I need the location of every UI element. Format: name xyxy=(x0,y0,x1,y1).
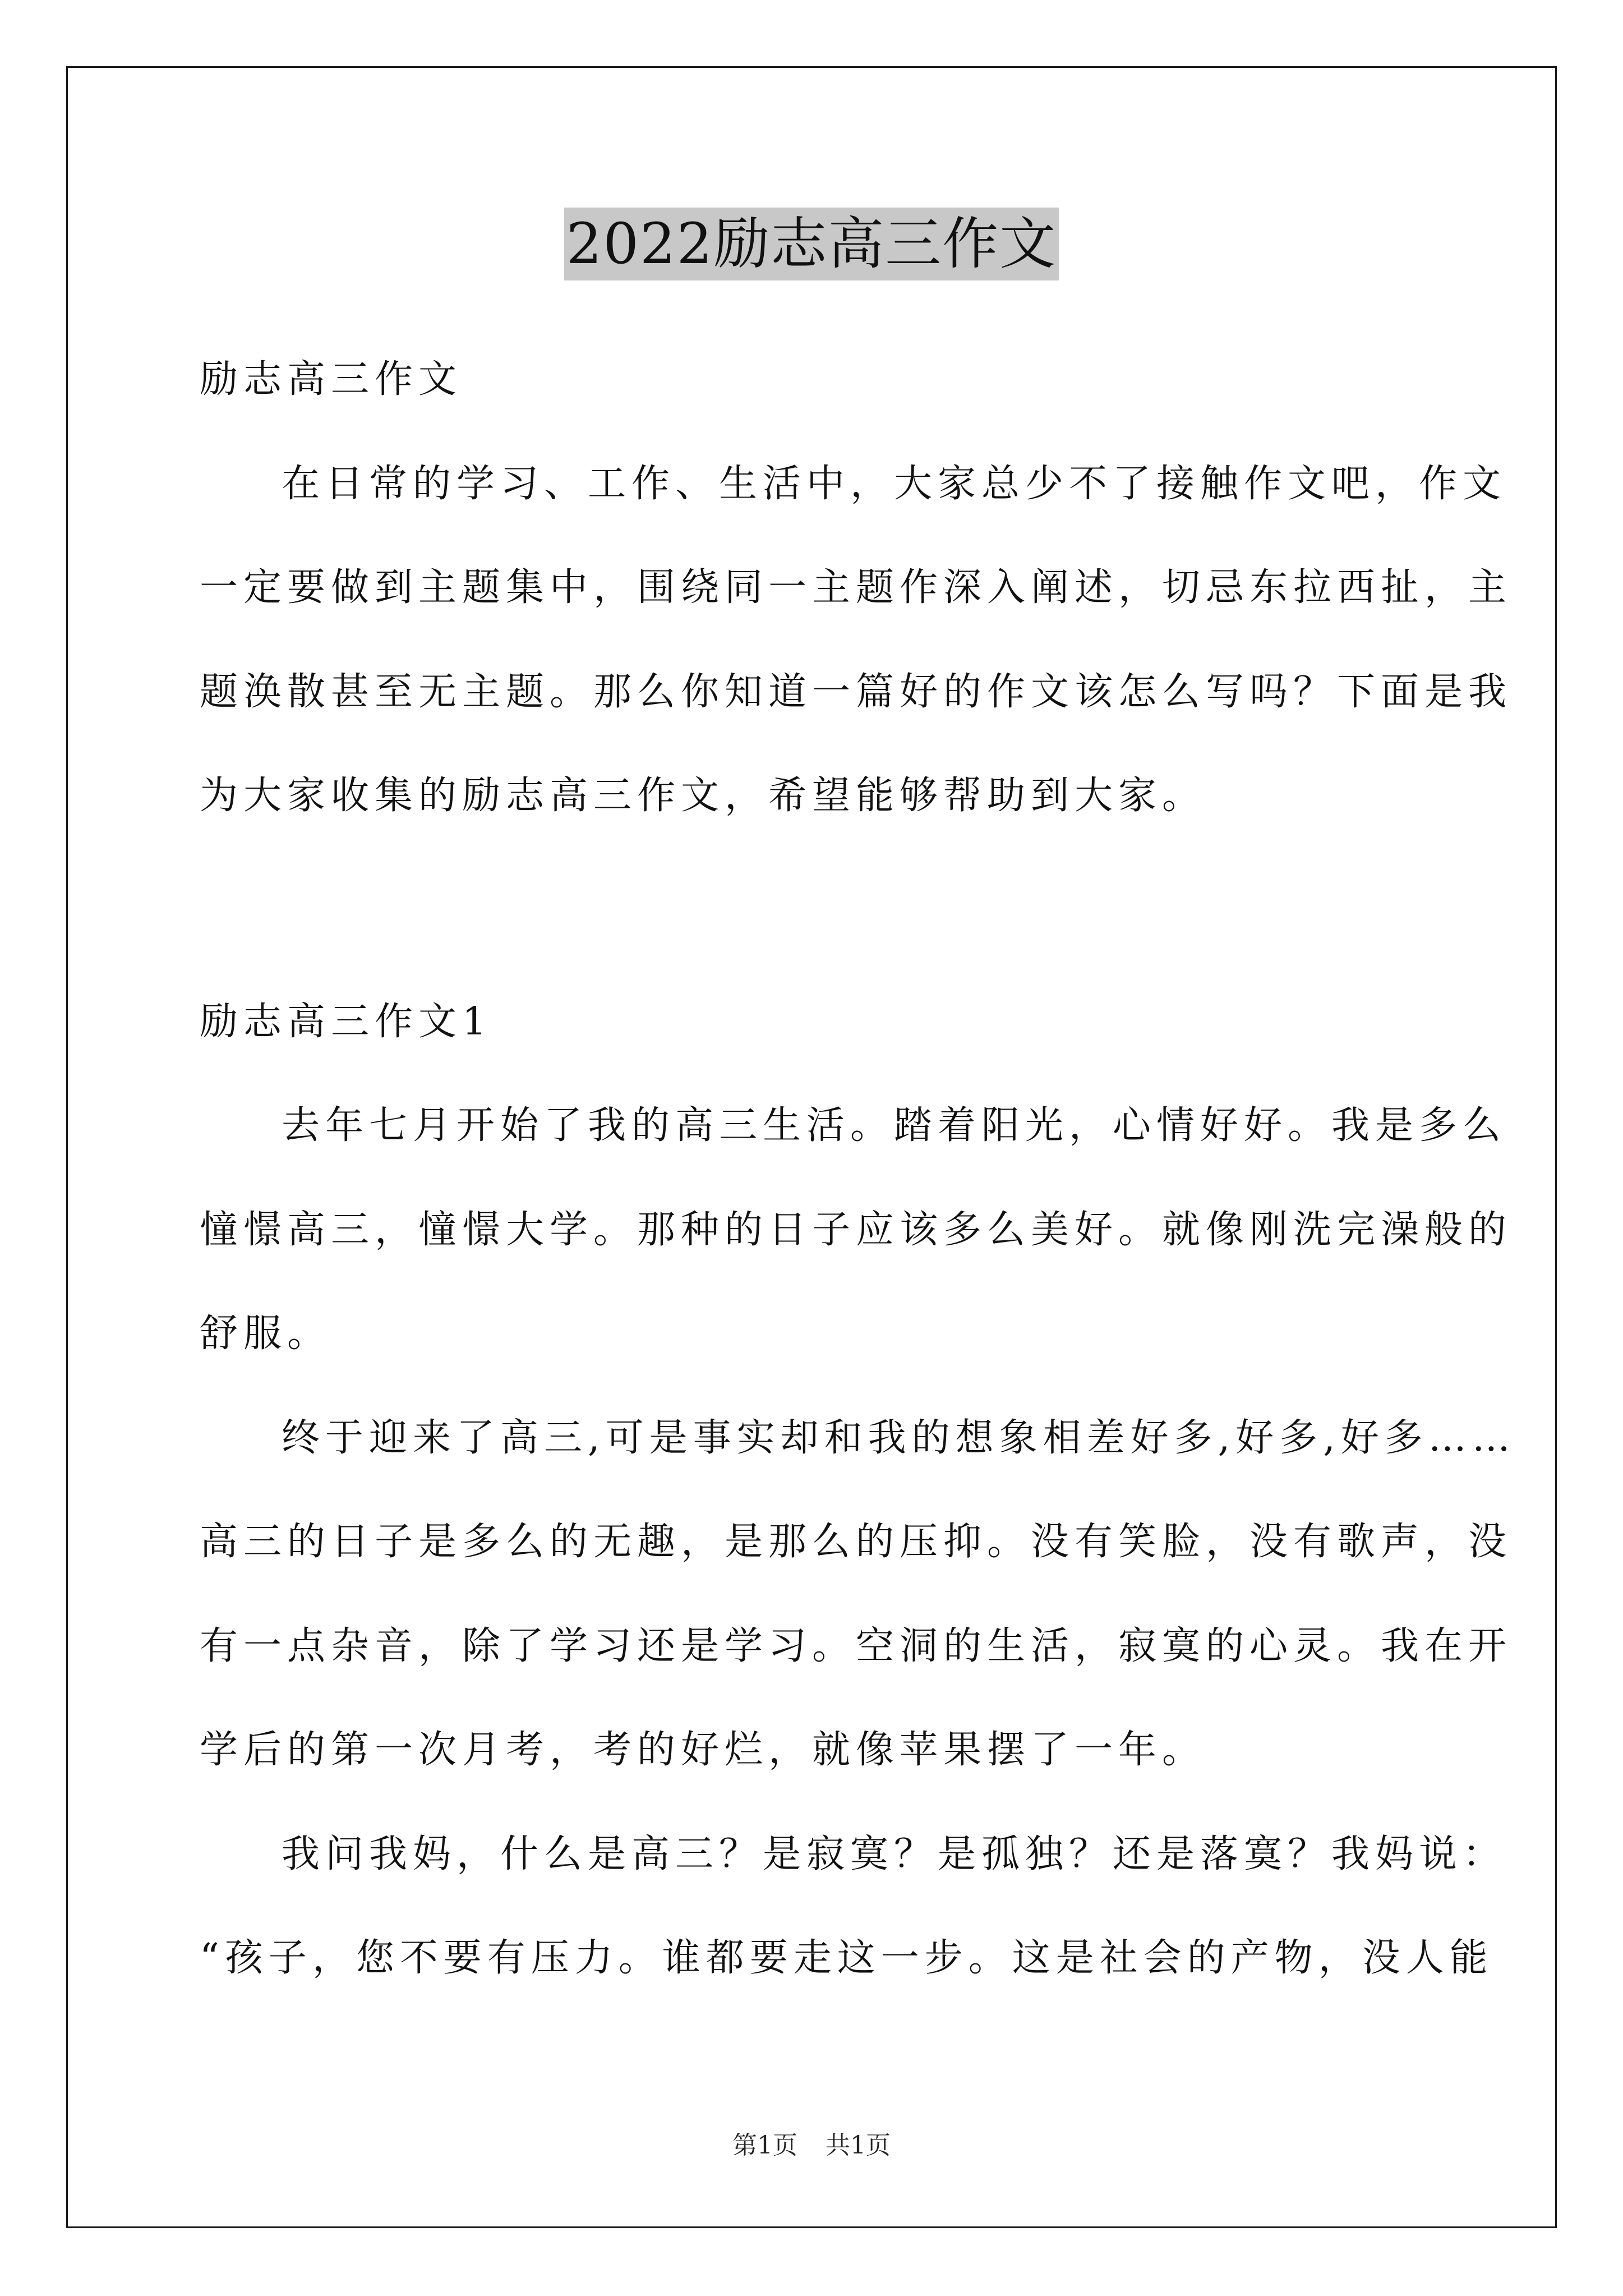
paragraph-line: 高三的日子是多么的无趣，是那么的压抑。没有笑脸，没有歌声，没 xyxy=(200,1520,1513,1564)
page-number: 第1页 xyxy=(732,2131,797,2160)
title-container xyxy=(0,208,1623,280)
paragraph-line: 学后的第一次月考，考的好烂，就像苹果摆了一年。 xyxy=(200,1728,1206,1772)
paragraph-line: 终于迎来了高三,可是事实却和我的想象相差好多,好多,好多…… xyxy=(282,1416,1516,1460)
section-heading: 励志高三作文1 xyxy=(200,1000,492,1044)
paragraph-line: 去年七月开始了我的高三生活。踏着阳光，心情好好。我是多么 xyxy=(282,1103,1507,1148)
document-title: 2022励志高三作文 xyxy=(564,208,1059,280)
paragraph-line: 为大家收集的励志高三作文，希望能够帮助到大家。 xyxy=(200,774,1206,818)
paragraph-line: 题涣散甚至无主题。那么你知道一篇好的作文该怎么写吗？下面是我 xyxy=(200,670,1513,714)
paragraph-line: “孩子，您不要有压力。谁都要走这一步。这是社会的产物，没人能 xyxy=(200,1936,1493,1980)
paragraph-line: 一定要做到主题集中，围绕同一主题作深入阐述，切忌东拉西扯，主 xyxy=(200,565,1513,610)
section-heading: 励志高三作文 xyxy=(200,357,463,402)
paragraph-line: 憧憬高三，憧憬大学。那种的日子应该多么美好。就像刚洗完澡般的 xyxy=(200,1208,1513,1252)
page-footer xyxy=(0,2129,1623,2162)
paragraph-line: 舒服。 xyxy=(200,1312,331,1356)
paragraph-line: 我问我妈，什么是高三？是寂寞？是孤独？还是落寞？我妈说： xyxy=(282,1832,1507,1876)
paragraph-line: 有一点杂音，除了学习还是学习。空洞的生活，寂寞的心灵。我在开 xyxy=(200,1624,1513,1668)
page-total: 共1页 xyxy=(826,2131,891,2160)
paragraph-line: 在日常的学习、工作、生活中，大家总少不了接触作文吧，作文 xyxy=(282,462,1507,506)
